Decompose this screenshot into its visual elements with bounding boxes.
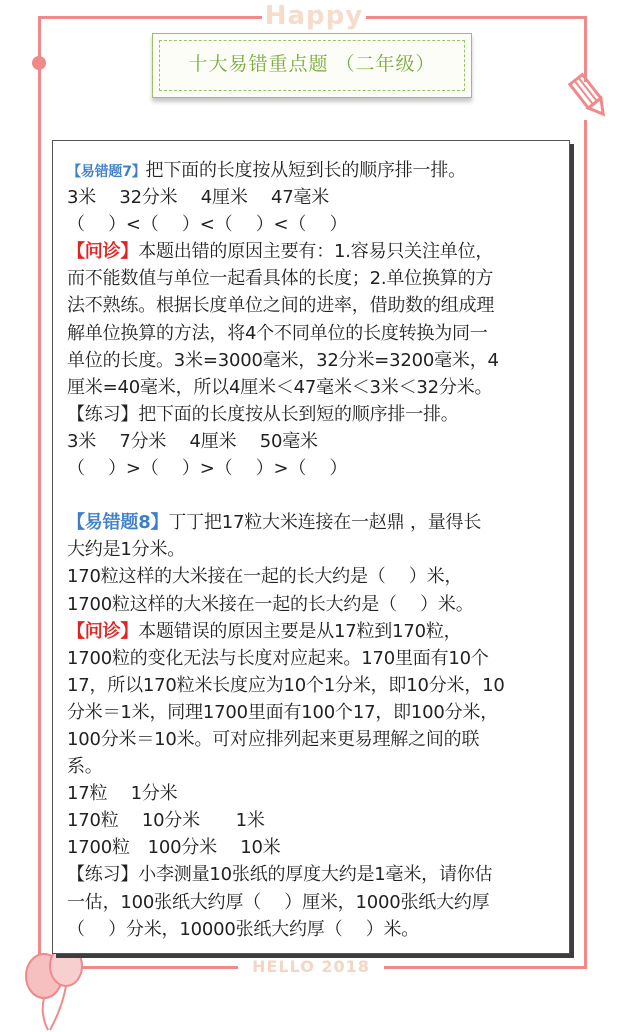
q8-tag: 【易错题8】 — [67, 512, 169, 534]
title-box — [152, 33, 472, 98]
q7-diagnosis-4: 解单位换算的方法，将4个不同单位的长度转换为同一 — [67, 322, 488, 344]
q7-practice-blanks: （ ）>（ ）>（ ）>（ ） — [67, 458, 348, 480]
page-title: 十大易错重点题 （二年级） — [188, 53, 436, 75]
spacer — [67, 482, 561, 509]
q7-diagnosis-3: 法不熟练。根据长度单位之间的进率，借助数的组成理 — [67, 295, 495, 317]
q7-practice-items: 3米 7分米 4厘米 50毫米 — [67, 430, 318, 452]
content-body — [67, 157, 561, 943]
q7-blanks: （ ）<（ ）<（ ）<（ ） — [67, 214, 348, 236]
q7-diagnosis-2: 而不能数值与单位一起看具体的长度；2.单位换算的方 — [67, 268, 494, 290]
q8-row-1: 17粒 1分米 — [67, 783, 178, 805]
q7-diagnosis-1: 本题出错的原因主要有：1.容易只关注单位， — [138, 241, 494, 263]
q8-ask-2: 1700粒这样的大米接在一起的长大约是（ ）米。 — [67, 593, 474, 615]
frame-left — [38, 16, 41, 966]
content-card — [52, 140, 570, 954]
q8-diagnosis-4: 分米＝1米，同理1700里面有100个17，即100分米， — [67, 701, 499, 723]
q7-tag: 【易错题7】 — [67, 164, 146, 180]
q7-diagnosis-6: 厘米=40毫米，所以4厘米＜47毫米＜3米＜32分米。 — [67, 376, 493, 398]
q8-diagnosis-2: 1700粒的变化无法与长度对应起来。170里面有10个 — [67, 647, 489, 669]
q8-question-line — [67, 509, 561, 536]
q7-question-line — [67, 157, 561, 184]
frame-top-right — [366, 16, 586, 19]
hello-2018-decoration: HELLO 2018 — [252, 957, 370, 976]
q7-items: 3米 32分米 4厘米 47毫米 — [67, 187, 330, 209]
q8-ask-1: 170粒这样的大米接在一起的长大约是（ ）米， — [67, 566, 463, 588]
q8-diagnosis-5: 100分米＝10米。可对应排列起来更易理解之间的联 — [67, 728, 480, 750]
q8-question-1: 丁丁把17粒大米连接在一赵鼎 ，量得长 — [168, 512, 482, 534]
q8-practice-3: （ ）分米，10000张纸大约厚（ ）米。 — [67, 918, 420, 940]
q7-practice: 【练习】把下面的长度按从长到短的顺序排一排。 — [67, 403, 459, 425]
frame-top-left — [38, 16, 262, 19]
q8-question-2: 大约是1分米。 — [67, 539, 186, 561]
q8-diagnosis-3: 17，所以170粒米长度应为10个1分米，即10分米，10 — [67, 674, 505, 696]
balloon-icon — [14, 944, 98, 1032]
q8-diagnosis-1: 本题错误的原因主要是从17粒到170粒， — [138, 620, 462, 642]
q8-practice-1: 【练习】小李测量10张纸的厚度大约是1毫米，请你估 — [67, 864, 493, 886]
q8-row-3: 1700粒 100分米 10米 — [67, 837, 281, 859]
q7-diagnosis-5: 单位的长度。3米=3000毫米，32分米=3200毫米，4 — [67, 349, 499, 371]
frame-bottom-right — [384, 966, 587, 969]
q7-diagnosis-tag: 【问诊】 — [67, 241, 139, 263]
q7-question: 把下面的长度按从短到长的顺序排一排。 — [145, 160, 466, 181]
q8-diagnosis-6: 系。 — [67, 756, 103, 778]
q7-diagnosis-line — [67, 238, 561, 265]
frame-dot — [32, 56, 46, 70]
q8-diagnosis-tag: 【问诊】 — [67, 620, 139, 642]
happy-decoration: Happy — [264, 1, 364, 31]
q8-practice-2: 一估，100张纸大约厚（ ）厘米，1000张纸大约厚 — [67, 891, 490, 913]
frame-right-lower — [584, 120, 587, 966]
q8-row-2: 170粒 10分米 1米 — [67, 810, 265, 832]
q8-diagnosis-line — [67, 618, 561, 645]
pencil-icon — [566, 66, 614, 122]
